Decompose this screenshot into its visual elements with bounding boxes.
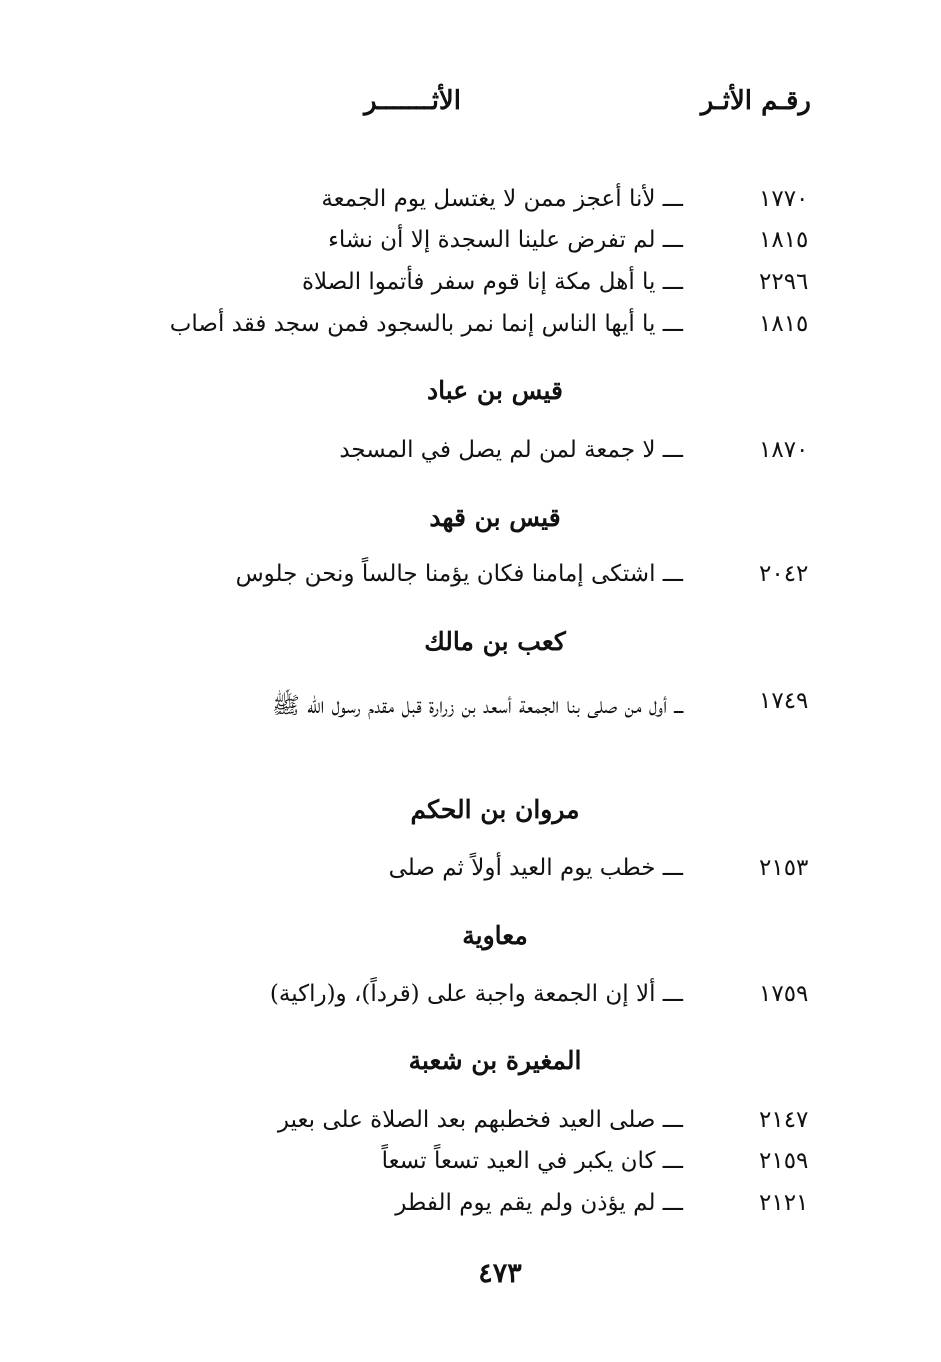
entry-text: ـــ كان يكبر في العيد تسعاً تسعاً xyxy=(381,1148,683,1174)
entry-row xyxy=(0,186,941,226)
entry-number: ٢١٥٩ xyxy=(759,1148,809,1174)
entry-row xyxy=(0,561,941,601)
entry-number: ٢١٥٣ xyxy=(759,855,809,881)
entry-text: ـــ لأنا أعجز ممن لا يغتسل يوم الجمعة xyxy=(321,186,683,212)
section-title: مروان بن الحكم xyxy=(410,795,580,824)
entry-number: ٢٠٤٢ xyxy=(759,561,809,587)
entry-text: ـــ لم يؤذن ولم يقم يوم الفطر xyxy=(395,1190,683,1216)
entry-text: ـــ يا أيها الناس إنما نمر بالسجود فمن سجد فقد أصاب xyxy=(169,311,683,337)
entry-row xyxy=(0,269,941,309)
entry-number: ٢١٤٧ xyxy=(759,1107,809,1133)
entry-row xyxy=(0,437,941,477)
entry-number: ٢١٢١ xyxy=(759,1190,809,1216)
entry-row xyxy=(0,311,941,351)
entry-text: ـــ لم تفرض علينا السجدة إلا أن نشاء xyxy=(328,227,683,253)
column-header-text: الأثـــــــر xyxy=(364,86,461,116)
entry-number: ١٨١٥ xyxy=(759,311,809,337)
entry-number: ١٧٥٩ xyxy=(759,981,809,1007)
entry-text: ـــ أول من صلى بنا الجمعة أسعد بن زرارة قبل مقدم رسول الله ﷺ xyxy=(272,693,683,719)
entry-row xyxy=(0,981,941,1021)
entry-text: ـــ خطب يوم العيد أولاً ثم صلى xyxy=(388,855,683,881)
column-header-number: رقـم الأثـر xyxy=(700,86,811,116)
entry-text: ـــ لا جمعة لمن لم يصل في المسجد xyxy=(339,437,683,463)
entry-row xyxy=(0,1107,941,1147)
entry-number: ١٧٤٩ xyxy=(759,688,809,714)
section-title: كعب بن مالك xyxy=(424,627,566,656)
section-title: معاوية xyxy=(462,921,528,950)
entry-number: ١٨٧٠ xyxy=(759,437,809,463)
section-title: المغيرة بن شعبة xyxy=(408,1046,582,1075)
entry-row xyxy=(0,227,941,267)
section-title: قيس بن عباد xyxy=(427,376,563,405)
entry-number: ١٧٧٠ xyxy=(759,186,809,212)
page-number: ٤٧٣ xyxy=(478,1258,522,1289)
entry-text: ـــ صلى العيد فخطبهم بعد الصلاة على بعير xyxy=(277,1107,683,1133)
entry-text: ـــ ألا إن الجمعة واجبة على (قرداً)، و(راكية) xyxy=(269,981,683,1007)
entry-row xyxy=(0,688,941,768)
section-title: قيس بن قهد xyxy=(429,503,561,532)
entry-row xyxy=(0,1190,941,1230)
entry-number: ١٨١٥ xyxy=(759,227,809,253)
entry-number: ٢٢٩٦ xyxy=(759,269,809,295)
entry-row xyxy=(0,855,941,895)
entry-text: ـــ اشتكى إمامنا فكان يؤمنا جالساً ونحن جلوس xyxy=(235,561,683,587)
entry-text: ـــ يا أهل مكة إنا قوم سفر فأتموا الصلاة xyxy=(301,269,683,295)
entry-row xyxy=(0,1148,941,1188)
